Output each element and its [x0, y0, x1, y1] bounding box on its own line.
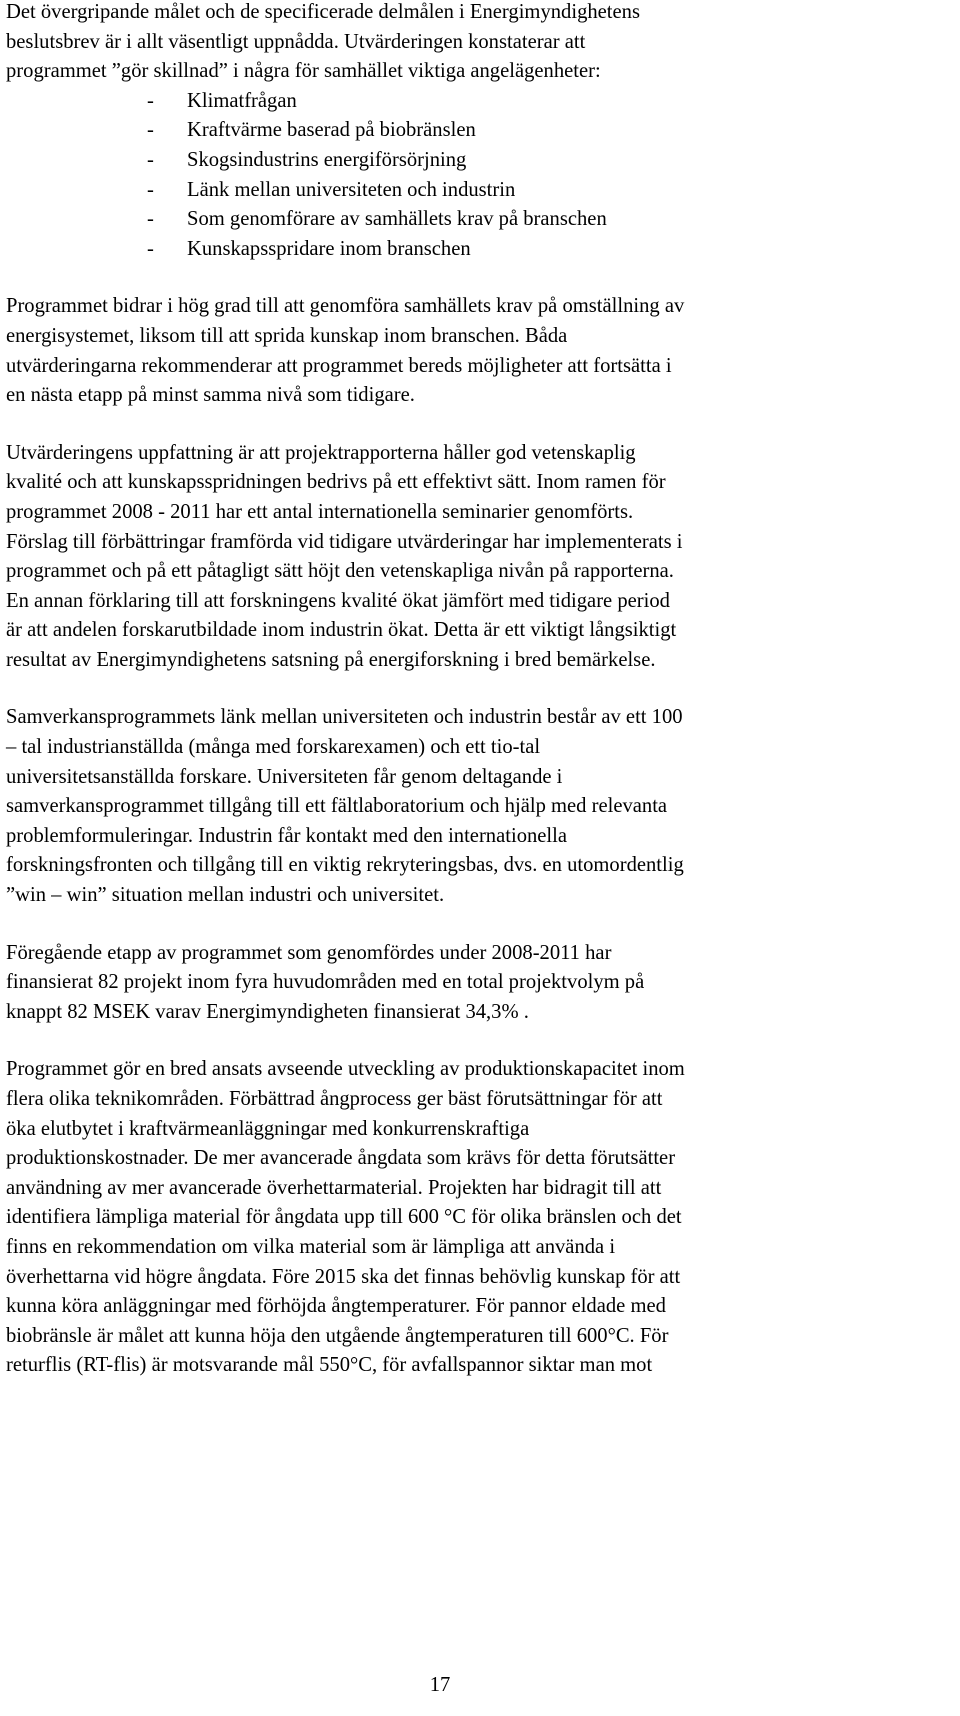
- text-line: En annan förklaring till att forskningens kvalité ökat jämfört med tidigare period: [6, 589, 670, 612]
- text-line: biobränsle är målet att kunna höja den utgående ångtemperaturen till 600°C. För: [6, 1324, 669, 1347]
- paragraph-program-contribution: [6, 292, 950, 410]
- list-item-text: Klimatfrågan: [187, 89, 297, 112]
- text-line: programmet 2008 - 2011 har ett antal internationella seminarier genomförts.: [6, 500, 634, 523]
- list-marker: -: [147, 89, 154, 112]
- text-line: ”win – win” situation mellan industri och universitet.: [6, 884, 445, 907]
- text-line: utvärderingarna rekommenderar att programmet bereds möjligheter att fortsätta i: [6, 354, 672, 377]
- text-line: beslutsbrev är i allt väsentligt uppnådda. Utvärderingen konstaterar att: [6, 30, 586, 53]
- text-line: Förslag till förbättringar framförda vid tidigare utvärderingar har implementerats i: [6, 530, 683, 553]
- text-line: finns en rekommendation om vilka material som är lämpliga att använda i: [6, 1235, 616, 1258]
- text-line: överhettarna vid högre ångdata. Före 2015 ska det finnas behövlig kunskap för att: [6, 1265, 681, 1288]
- text-line: kunna köra anläggningar med förhöjda ångtemperaturer. För pannor eldade med: [6, 1295, 666, 1318]
- paragraph-gap: [6, 264, 950, 292]
- paragraph-gap: [6, 411, 950, 439]
- bullet-list: [6, 87, 950, 265]
- text-line: Föregående etapp av programmet som genomfördes under 2008-2011 har: [6, 941, 612, 964]
- text-line: Det övergripande målet och de specificerade delmålen i Energimyndighetens: [6, 1, 640, 23]
- text-line: Programmet gör en bred ansats avseende utveckling av produktionskapacitet inom: [6, 1058, 685, 1081]
- list-item: [6, 116, 950, 146]
- paragraph-evaluation-quality: [6, 439, 950, 676]
- list-marker: -: [147, 119, 154, 142]
- text-line: universitetsanställda forskare. Universiteten får genom deltagande i: [6, 765, 563, 788]
- text-line: kvalité och att kunskapsspridningen bedrivs på ett effektivt sätt. Inom ramen för: [6, 471, 666, 494]
- text-line: samverkansprogrammet tillgång till ett fältlaboratorium och hjälp med relevanta: [6, 795, 668, 818]
- paragraph-production-capacity: [6, 1055, 950, 1381]
- text-line: resultat av Energimyndighetens satsning på energiforskning i bred bemärkelse.: [6, 648, 656, 671]
- list-item-text: Kraftvärme baserad på biobränslen: [187, 119, 476, 142]
- text-line: – tal industrianställda (många med forskarexamen) och ett tio-tal: [6, 736, 541, 759]
- text-line: problemformuleringar. Industrin får kontakt med den internationella: [6, 824, 568, 847]
- list-marker: -: [147, 237, 154, 260]
- text-line: returflis (RT-flis) är motsvarande mål 550°C, för avfallspannor siktar man mot: [6, 1354, 653, 1377]
- list-item: [6, 205, 950, 235]
- text-line: Programmet bidrar i hög grad till att genomföra samhällets krav på omställning av: [6, 295, 685, 318]
- text-line: programmet och på ett påtagligt sätt höjt den vetenskapliga nivån på rapporterna.: [6, 560, 674, 583]
- text-line: Utvärderingens uppfattning är att projektrapporterna håller god vetenskaplig: [6, 441, 636, 464]
- paragraph-gap: [6, 675, 950, 703]
- list-marker: -: [147, 148, 154, 171]
- paragraph-gap: [6, 1027, 950, 1055]
- text-line: energisystemet, liksom till att sprida kunskap inom branschen. Båda: [6, 324, 568, 347]
- text-line: forskningsfronten och tillgång till en viktig rekryteringsbas, dvs. en utomordentlig: [6, 854, 684, 877]
- list-item: [6, 235, 950, 265]
- text-line: produktionskostnader. De mer avancerade ångdata som krävs för detta förutsätter: [6, 1147, 676, 1170]
- list-item: [6, 146, 950, 176]
- text-line: knappt 82 MSEK varav Energimyndigheten finansierat 34,3% .: [6, 1000, 529, 1023]
- text-line: programmet ”gör skillnad” i några för samhället viktiga angelägenheter:: [6, 60, 601, 83]
- list-item: [6, 176, 950, 206]
- text-line: en nästa etapp på minst samma nivå som tidigare.: [6, 384, 415, 407]
- list-item-text: Som genomförare av samhällets krav på branschen: [187, 208, 607, 231]
- page-number: 17: [429, 1674, 451, 1696]
- list-item-text: Länk mellan universiteten och industrin: [187, 178, 516, 201]
- paragraph-gap: [6, 911, 950, 939]
- paragraph-previous-stage: [6, 939, 950, 1028]
- list-item-text: Skogsindustrins energiförsörjning: [187, 148, 467, 171]
- text-line: identifiera lämpliga material för ångdata upp till 600 °C för olika bränslen och det: [6, 1206, 682, 1229]
- list-item: [6, 87, 950, 117]
- text-line: öka elutbytet i kraftvärmeanläggningar med konkurrenskraftiga: [6, 1117, 530, 1140]
- text-line: finansierat 82 projekt inom fyra huvudområden med en total projektvolym på: [6, 971, 645, 994]
- text-line: är att andelen forskarutbildade inom industrin ökat. Detta är ett viktigt långsiktigt: [6, 619, 677, 642]
- list-marker: -: [147, 178, 154, 201]
- list-marker: -: [147, 208, 154, 231]
- document-page: [6, 0, 950, 1381]
- paragraph-cooperation-link: [6, 703, 950, 910]
- intro-paragraph: [6, 0, 950, 87]
- text-line: användning av mer avancerade överhettarmaterial. Projekten har bidragit till att: [6, 1176, 662, 1199]
- text-line: flera olika teknikområden. Förbättrad ångprocess ger bäst förutsättningar för att: [6, 1088, 663, 1110]
- text-line: Samverkansprogrammets länk mellan universiteten och industrin består av ett 100: [6, 706, 683, 729]
- list-item-text: Kunskapsspridare inom branschen: [187, 237, 471, 260]
